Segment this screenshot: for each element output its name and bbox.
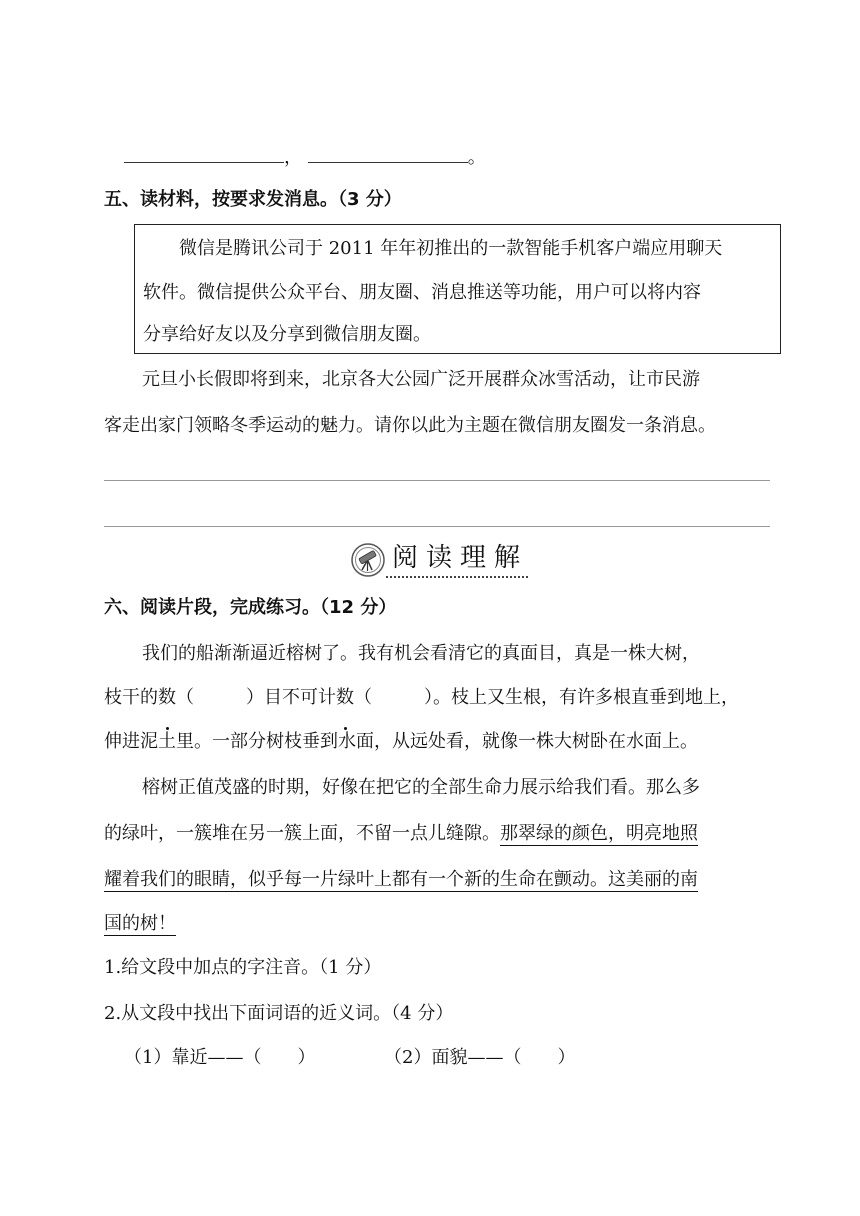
telescope-icon xyxy=(350,542,386,578)
passage-p1-line-3: 伸进泥土里。一部分树枝垂到水面，从远处看，就像一株大树卧在水面上。 xyxy=(104,731,698,752)
material-line-3: 分享给好友以及分享到微信朋友圈。 xyxy=(143,324,431,345)
section-banner-title: 阅读理解 xyxy=(392,543,529,573)
section5-heading: 五、读材料，按要求发消息。（3 分） xyxy=(104,189,402,210)
p1-line2-text-c: ）目不可计 xyxy=(246,687,336,708)
writing-line-2[interactable] xyxy=(104,526,770,527)
top-answer-line xyxy=(124,134,486,182)
q2-item-2 xyxy=(384,1034,575,1082)
answer-blank-2[interactable] xyxy=(308,146,468,163)
passage-p2-line-2 xyxy=(104,810,698,858)
section6-heading: 六、阅读片段，完成练习。（12 分） xyxy=(104,597,397,618)
p1-line2-text-a: 枝干的 xyxy=(104,687,158,708)
question-1: 1.给文段中加点的字注音。（1 分） xyxy=(104,957,382,978)
p2-line2-plain: 的绿叶，一簇堆在另一簇上面，不留一点儿缝隙。 xyxy=(104,823,500,844)
material-box xyxy=(134,224,781,354)
dotted-char-1: 数 xyxy=(158,674,176,722)
banner-underline xyxy=(386,576,528,578)
question-2: 2.从文段中找出下面词语的近义词。（4 分） xyxy=(104,1003,454,1024)
p1-line2-paren-open-1: （ xyxy=(176,687,194,708)
writing-line-1[interactable] xyxy=(104,480,770,481)
q2-item-1-label: （1）靠近——（ xyxy=(124,1047,262,1068)
material-line-1: 微信是腾讯公司于 2011 年年初推出的一款智能手机客户端应用聊天 xyxy=(179,238,723,259)
prompt-line-2: 客走出家门领略冬季运动的魅力。请你以此为主题在微信朋友圈发一条消息。 xyxy=(104,415,716,436)
answer-blank-1[interactable] xyxy=(124,146,284,163)
underlined-sentence-start: 那翠绿的颜色，明亮地照 xyxy=(500,823,698,844)
passage-p2-line-3-underlined: 耀着我们的眼睛，似乎每一片绿叶上都有一个新的生命在颤动。这美丽的南 xyxy=(104,869,698,890)
p1-line2-paren-open-2: （ xyxy=(354,687,372,708)
comma-text: ， xyxy=(284,147,302,168)
passage-p2-line-1: 榕树正值茂盛的时期，好像在把它的全部生命力展示给我们看。那么多 xyxy=(142,777,700,798)
q2-item-1-close: ） xyxy=(297,1047,316,1068)
q2-item-2-close: ） xyxy=(557,1047,576,1068)
passage-p1-line-2 xyxy=(104,674,739,722)
p1-line2-text-e: ）。枝上又生根，有许多根直垂到地上， xyxy=(424,687,739,708)
period-text: 。 xyxy=(467,147,486,168)
dotted-char-2: 数 xyxy=(336,674,354,722)
prompt-line-1: 元旦小长假即将到来，北京各大公园广泛开展群众冰雪活动，让市民游 xyxy=(142,369,700,390)
q2-item-1 xyxy=(124,1034,315,1082)
passage-p1-line-1: 我们的船渐渐逼近榕树了。我有机会看清它的真面目，真是一株大树， xyxy=(142,643,700,664)
material-line-2: 软件。微信提供公众平台、朋友圈、消息推送等功能，用户可以将内容 xyxy=(143,282,701,303)
passage-p2-line-4-underlined: 国的树！ xyxy=(104,913,176,934)
q2-item-2-label: （2）面貌——（ xyxy=(384,1047,522,1068)
